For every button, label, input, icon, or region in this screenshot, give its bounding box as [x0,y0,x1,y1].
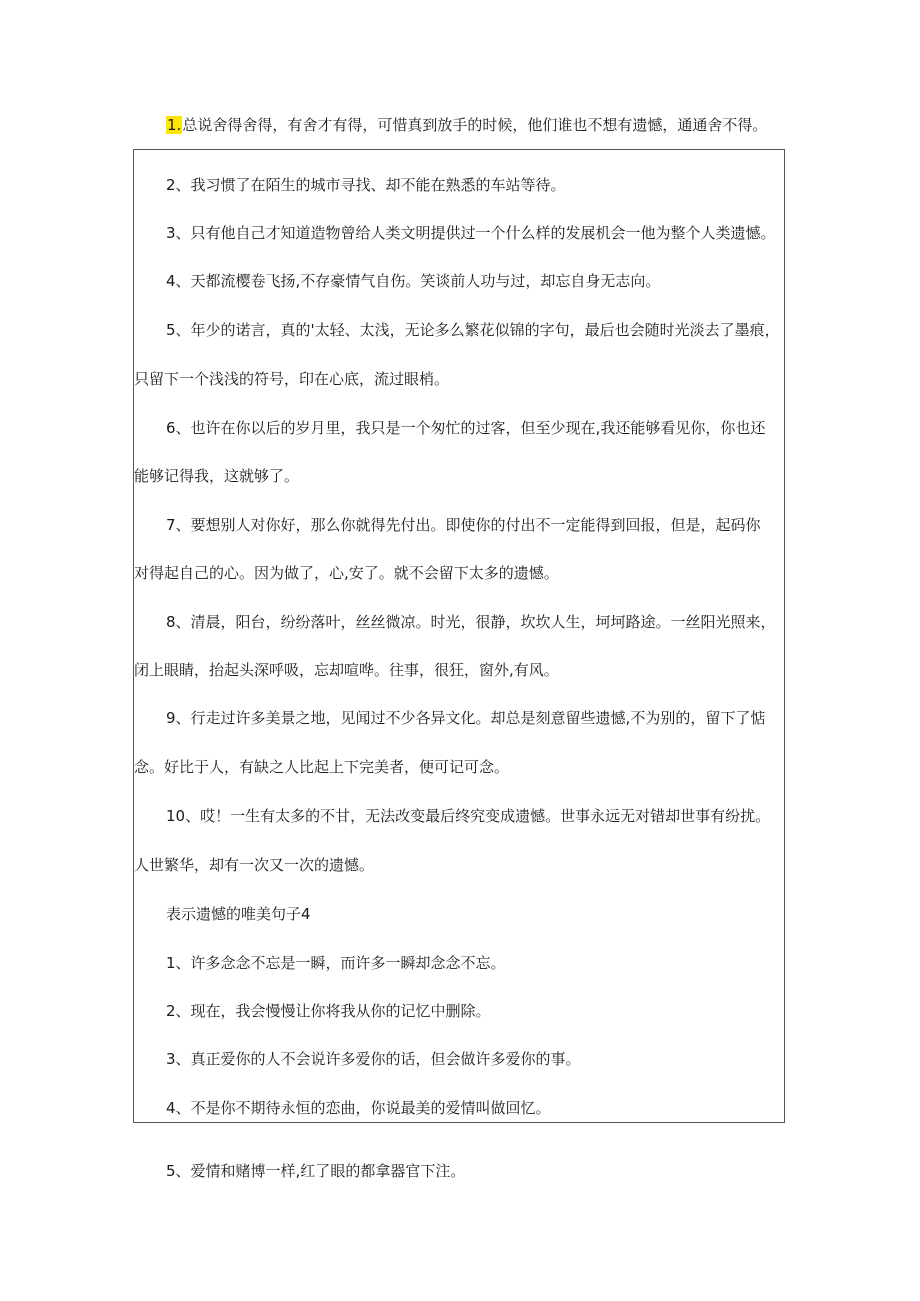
item-8-line-1: 8、清晨，阳台，纷纷落叶，丝丝微凉。时光，很静，坎坎人生，坷坷路途。一丝阳光照来， [166,613,776,631]
highlight-marker: 1. [167,116,182,134]
item-7-line-1: 7、要想别人对你好，那么你就得先付出。即使你的付出不一定能得到回报，但是，起码你 [166,516,761,534]
section-heading: 表示遗憾的唯美句子4 [166,905,311,923]
item-9-line-1: 9、行走过许多美景之地，见闻过不少各异文化。却总是刻意留些遗憾,不为别的，留下了惦 [166,709,766,727]
bottom-line: 5、爱情和赌博一样,红了眼的都拿器官下注。 [166,1162,466,1180]
item-5-line-2: 只留下一个浅浅的符号，印在心底，流过眼梢。 [134,370,450,388]
sub-item-4: 4、不是你不期待永恒的恋曲，你说最美的爱情叫做回忆。 [166,1099,551,1117]
item-8-line-2: 闭上眼睛，抬起头深呼吸，忘却喧哗。往事，很狂，窗外,有风。 [134,661,559,679]
top-line [166,115,767,135]
top-line-text: 总说舍得舍得，有舍才有得，可惜真到放手的时候，他们谁也不想有遗憾，通通舍不得。 [182,116,768,134]
item-10-line-2: 人世繁华，却有一次又一次的遗憾。 [134,856,375,874]
item-9-line-2: 念。好比于人，有缺之人比起上下完美者，便可记可念。 [134,758,510,776]
sub-item-1: 1、许多念念不忘是一瞬，而许多一瞬却念念不忘。 [166,954,506,972]
item-10-line-1: 10、哎！一生有太多的不甘，无法改变最后终究变成遗憾。世事永远无对错却世事有纷扰。 [166,807,771,825]
item-2: 2、我习惯了在陌生的城市寻找、却不能在熟悉的车站等待。 [166,176,566,194]
item-3: 3、只有他自己才知道造物曾给人类文明提供过一个什么样的发展机会一他为整个人类遗憾。 [166,224,776,242]
item-4: 4、天都流樱卷飞扬,不存豪情气自伤。笑谈前人功与过，却忘自身无志向。 [166,272,661,290]
item-7-line-2: 对得起自己的心。因为做了，心,安了。就不会留下太多的遗憾。 [134,564,559,582]
item-6-line-1: 6、也许在你以后的岁月里，我只是一个匆忙的过客，但至少现在,我还能够看见你，你也还 [166,419,766,437]
sub-item-2: 2、现在，我会慢慢让你将我从你的记忆中删除。 [166,1002,491,1020]
sub-item-3: 3、真正爱你的人不会说许多爱你的话，但会做许多爱你的事。 [166,1050,581,1068]
item-5-line-1: 5、年少的诺言，真的'太轻、太浅，无论多么繁花似锦的字句，最后也会随时光淡去了墨痕， [166,321,780,339]
item-6-line-2: 能够记得我，这就够了。 [134,467,300,485]
bordered-text-box [133,149,785,1123]
